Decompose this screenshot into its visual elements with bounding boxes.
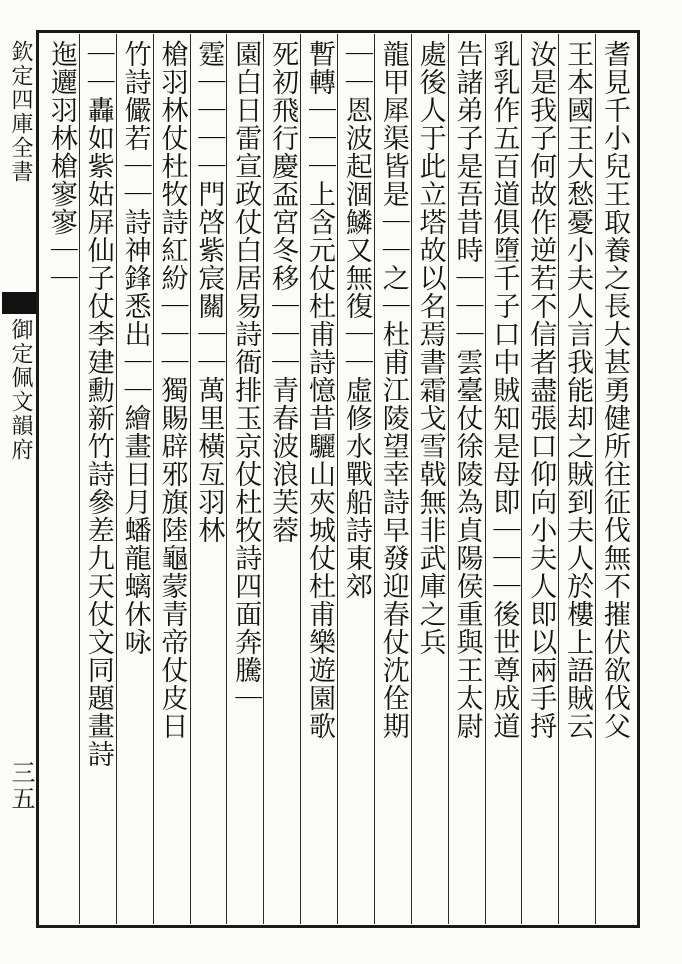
text-column: 耆見千小兒王取養之長大甚勇健所往征伐無不摧伏欲伐父: [599, 40, 630, 740]
text-column: 槍羽林仗杜牧詩紅紛｜｜｜獨賜辟邪旗陸龜蒙青帝仗皮日: [156, 40, 188, 740]
text-column: ｜｜恩波起涸鱗又無復｜｜虛修水戰船詩東郊: [340, 40, 372, 600]
text-column: 死初飛行慶盃宮冬移｜｜｜青春波浪芙蓉: [267, 40, 299, 544]
column-rule: [448, 34, 449, 924]
text-column: ｜｜轟如紫姑屏仙子仗李建勳新竹詩參差九天仗文同題畫詩: [82, 40, 114, 768]
text-column: 龍甲犀渠皆是｜｜之｜杜甫江陵望幸詩早發迎春仗沈佺期: [377, 40, 409, 740]
text-column: 園白日雷宣政仗白居易詩衙排玉京仗杜牧詩四面奔騰｜: [230, 40, 262, 712]
column-rule: [411, 34, 412, 924]
column-rule: [558, 34, 559, 924]
text-column: 告諸弟子是吾昔時｜｜｜雲臺仗徐陵為貞陽侯重與王太尉: [451, 40, 483, 740]
column-rule: [337, 34, 338, 924]
column-rule: [226, 34, 227, 924]
column-rule: [153, 34, 154, 924]
column-rule: [521, 34, 522, 924]
column-rule: [116, 34, 117, 924]
column-rule: [374, 34, 375, 924]
column-rule: [79, 34, 80, 924]
column-rule: [595, 34, 596, 924]
text-column: 霆｜｜｜｜門啓紫宸關｜｜萬里橫亙羽林: [193, 40, 225, 544]
column-rule: [263, 34, 264, 924]
margin-book-title: 御定佩文韻府: [8, 318, 33, 462]
margin-title: 欽定四庫全書: [8, 40, 33, 184]
margin-fishtail-mark: [2, 292, 36, 314]
text-column: 迤邐羽林槍寥寥｜｜: [45, 40, 77, 292]
column-rule: [190, 34, 191, 924]
text-column: 暫轉｜｜｜上含元仗杜甫詩憶昔驪山夾城仗杜甫樂遊園歌: [304, 40, 335, 740]
text-column: 王本國王大愁憂小夫人言我能却之賊到夫人於樓上語賊云: [562, 40, 594, 740]
text-column: 乳乳作五百道俱墮千子口中賊知是母即｜｜｜後世尊成道: [488, 40, 520, 740]
text-column: 竹詩儼若｜｜詩神鋒悉出｜｜繪畫日月蟠龍螭休咏: [119, 40, 151, 656]
text-column: 處後人于此立塔故以名焉書霜戈雪戟無非武庫之兵: [414, 40, 446, 656]
text-column: 汝是我子何故作逆若不信者盡張口仰向小夫人即以兩手捋: [525, 40, 557, 740]
column-rule: [300, 34, 301, 924]
page-number: 三五: [7, 760, 35, 812]
column-rule: [485, 34, 486, 924]
